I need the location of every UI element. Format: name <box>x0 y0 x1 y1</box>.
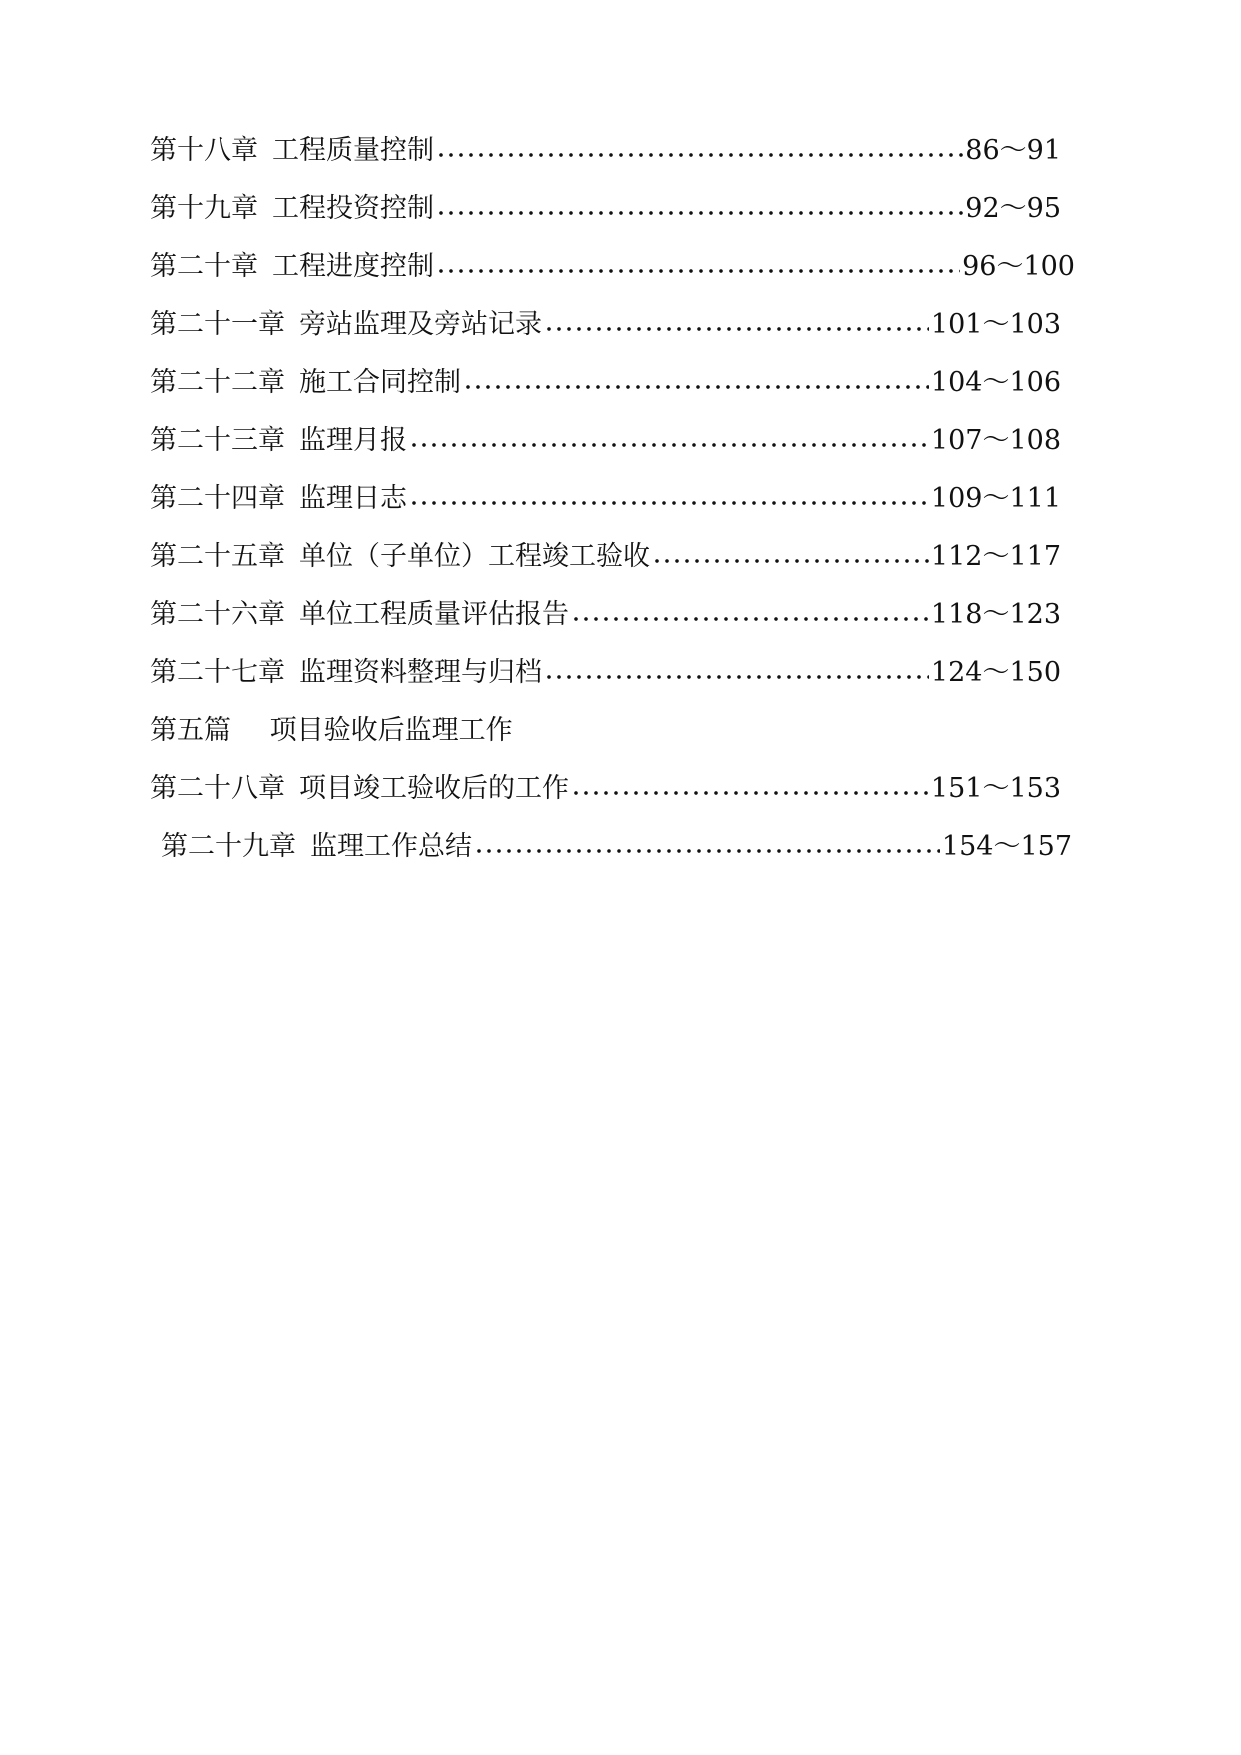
dot-leader <box>461 361 931 405</box>
dot-leader <box>569 767 931 811</box>
dot-leader <box>542 651 931 695</box>
toc-entry-ch29 <box>161 825 1072 869</box>
toc-entry-chapter: 第二十九章 <box>161 831 296 862</box>
toc-entry-ch24 <box>150 477 1061 521</box>
toc-entry-ch22 <box>150 361 1061 405</box>
toc-entry-pages: 96～100 <box>962 251 1075 282</box>
toc-entry-title: 监理月报 <box>299 425 407 456</box>
toc-entry-ch18 <box>150 129 1061 173</box>
dot-leader <box>472 825 942 869</box>
toc-entry-ch20 <box>150 245 1075 289</box>
toc-entry-chapter: 第二十一章 <box>150 309 285 340</box>
dot-leader <box>569 593 931 637</box>
toc-entry-ch27 <box>150 651 1061 695</box>
toc-entry-title: 单位工程质量评估报告 <box>299 599 569 630</box>
toc-entry-chapter: 第二十七章 <box>150 657 285 688</box>
toc-entry-pages: 92～95 <box>965 193 1061 224</box>
toc-entry-pages: 104～106 <box>930 367 1061 398</box>
dot-leader <box>434 187 965 231</box>
toc-entry-ch19 <box>150 187 1061 231</box>
toc-entry-title: 工程投资控制 <box>272 193 434 224</box>
toc-entry-title: 监理工作总结 <box>310 831 472 862</box>
toc-entry-title: 项目竣工验收后的工作 <box>299 773 569 804</box>
toc-entry-title: 监理日志 <box>299 483 407 514</box>
toc-entry-title: 施工合同控制 <box>299 367 461 398</box>
toc-part-title: 项目验收后监理工作 <box>269 715 513 746</box>
toc-entry-ch23 <box>150 419 1061 463</box>
toc-entry-chapter: 第十九章 <box>150 193 258 224</box>
toc-entry-chapter: 第二十三章 <box>150 425 285 456</box>
toc-entry-ch28 <box>150 767 1061 811</box>
toc-entry-chapter: 第二十八章 <box>150 773 285 804</box>
toc-entry-title: 工程质量控制 <box>272 135 434 166</box>
toc-entry-pages: 118～123 <box>930 599 1061 630</box>
dot-leader <box>407 477 931 521</box>
toc-entry-pages: 86～91 <box>965 135 1061 166</box>
dot-leader <box>407 419 931 463</box>
dot-leader <box>650 535 931 579</box>
toc-entry-ch25 <box>150 535 1061 579</box>
dot-leader <box>434 129 965 173</box>
toc-entry-chapter: 第二十六章 <box>150 599 285 630</box>
toc-entry-ch26 <box>150 593 1061 637</box>
toc-entry-title: 工程进度控制 <box>272 251 434 282</box>
toc-entry-chapter: 第二十五章 <box>150 541 285 572</box>
toc-entry-chapter: 第二十四章 <box>150 483 285 514</box>
dot-leader <box>434 245 962 289</box>
dot-leader <box>542 303 931 347</box>
toc-entry-title: 旁站监理及旁站记录 <box>299 309 542 340</box>
toc-entry-pages: 101～103 <box>930 309 1061 340</box>
toc-entry-title: 监理资料整理与归档 <box>299 657 542 688</box>
toc-entry-pages: 112～117 <box>930 541 1061 572</box>
toc-entry-pages: 124～150 <box>930 657 1061 688</box>
toc-entry-chapter: 第二十章 <box>150 251 258 282</box>
toc-entry-pages: 151～153 <box>930 773 1061 804</box>
toc-entry-title: 单位（子单位）工程竣工验收 <box>299 541 650 572</box>
toc-entry-chapter: 第二十二章 <box>150 367 285 398</box>
toc-entry-chapter: 第十八章 <box>150 135 258 166</box>
toc-part-heading <box>150 709 513 753</box>
toc-entry-ch21 <box>150 303 1061 347</box>
toc-entry-pages: 154～157 <box>941 831 1072 862</box>
toc-entry-pages: 107～108 <box>930 425 1061 456</box>
toc-entry-pages: 109～111 <box>930 483 1061 514</box>
toc-part-label: 第五篇 <box>150 715 231 746</box>
